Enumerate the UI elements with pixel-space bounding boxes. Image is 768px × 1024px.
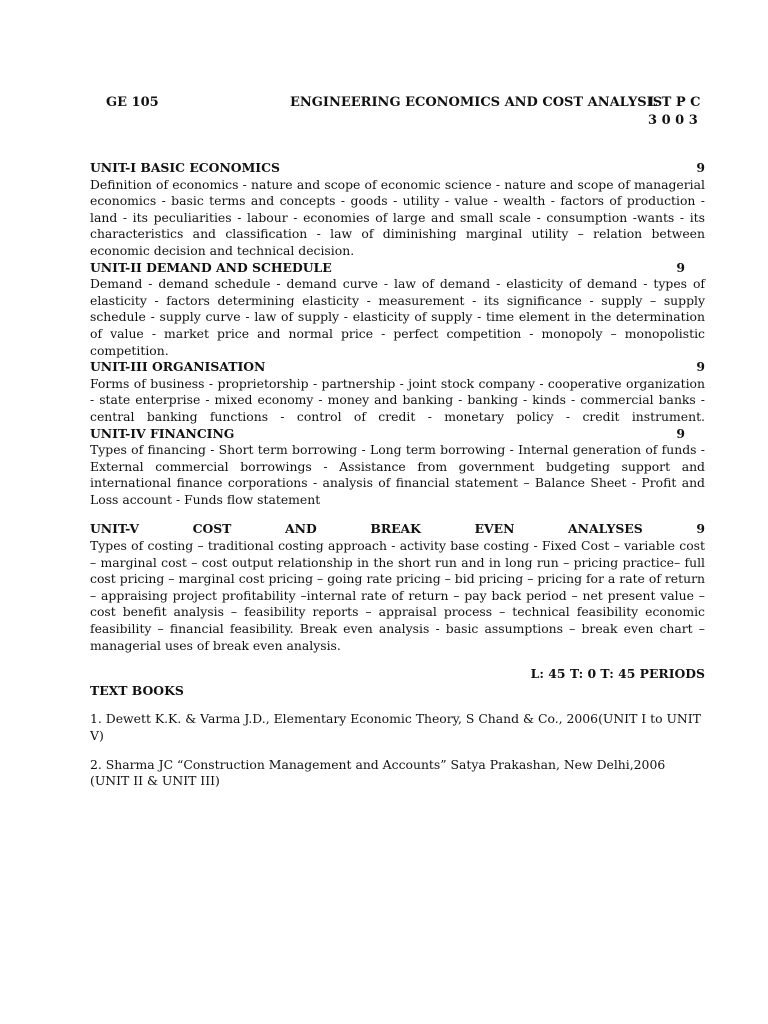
unit-heading (90, 160, 705, 177)
ltpc-label: L T P C (648, 95, 701, 110)
unit-title-word: AND (285, 521, 317, 537)
unit-heading (90, 426, 705, 443)
unit-body: Forms of business - proprietorship - partnership - joint stock company - cooperative organization - state enterprise - mixed economy - money and banking - banking - kinds - commercial banks - central banking functions - control of credit - monetary policy - credit instrument. (90, 375, 705, 424)
unit-hours: 9 (676, 259, 685, 275)
unit-heading (90, 521, 705, 538)
unit-body: Definition of economics - nature and scope of economic science - nature and scope of managerial economics - basic terms and concepts - goods - utility - value - wealth - factors of production - land - its peculiarities - labour - economies of large and small scale - consumption -wants - its characteristics and classification - law of diminishing marginal utility – relation between economic decision and technical decision. (90, 176, 705, 258)
course-title: ENGINEERING ECONOMICS AND COST ANALYSIS (290, 95, 663, 110)
unit-title-word: ANALYSES (568, 521, 643, 537)
unit-title-word: EVEN (474, 521, 515, 537)
unit-title: UNIT-III ORGANISATION (90, 359, 266, 375)
unit-heading (90, 359, 705, 376)
text-book-reference: 2. Sharma JC “Construction Management and Accounts” Satya Prakashan, New Delhi,2006 (UNIT II & UNIT III) (90, 756, 666, 789)
unit-body: Types of costing – traditional costing approach - activity base costing - Fixed Cost – variable cost – marginal cost – cost output relationship in the short run and in long run – pricing practice– full cost pricing – marginal cost pricing – going rate pricing – bid pricing – pricing for a rate of return – appraising project profitability –internal rate of return – pay back period – net present value – cost benefit analysis – feasibility reports – appraisal process – technical feasibility economic feasibility – financial feasibility. Break even analysis - basic assumptions – break even chart – managerial uses of break even analysis. (90, 538, 705, 653)
unit-hours: 9 (696, 359, 705, 375)
periods-summary: L: 45 T: 0 T: 45 PERIODS (530, 666, 705, 682)
unit-title-word: UNIT-V (90, 521, 139, 537)
course-code: GE 105 (106, 95, 159, 110)
unit-title: UNIT-II DEMAND AND SCHEDULE (90, 259, 332, 275)
unit-title-word: COST (192, 521, 232, 537)
unit-title: UNIT-IV FINANCING (90, 425, 235, 441)
ltpc-values: 3 0 0 3 (648, 113, 698, 128)
syllabus-content (90, 160, 705, 790)
text-books-title: TEXT BOOKS (90, 682, 184, 698)
unit-body: Demand - demand schedule - demand curve - law of demand - elasticity of demand - types of elasticity - factors determining elasticity - measurement - its significance - supply – supply schedule - supply curve - law of supply - elasticity of supply - time element in the determination of value - market price and normal price - perfect competition - monopoly – monopolistic competition. (90, 276, 705, 358)
unit-body: Types of financing - Short term borrowing - Long term borrowing - Internal generation of funds -External commercial borrowings - Assistance from government budgeting support and international finance corporations - analysis of financial statement – Balance Sheet - Profit and Loss account - Funds flow statement (90, 442, 705, 507)
text-book-reference: 1. Dewett K.K. & Varma J.D., Elementary Economic Theory, S Chand & Co., 2006(UNIT I to UNIT V) (90, 711, 701, 743)
unit-hours: 9 (696, 521, 705, 537)
unit-heading (90, 260, 705, 277)
unit-title-word: BREAK (370, 521, 421, 537)
unit-title: UNIT-I BASIC ECONOMICS (90, 160, 280, 175)
unit-hours: 9 (696, 160, 705, 175)
unit-hours: 9 (676, 425, 685, 441)
